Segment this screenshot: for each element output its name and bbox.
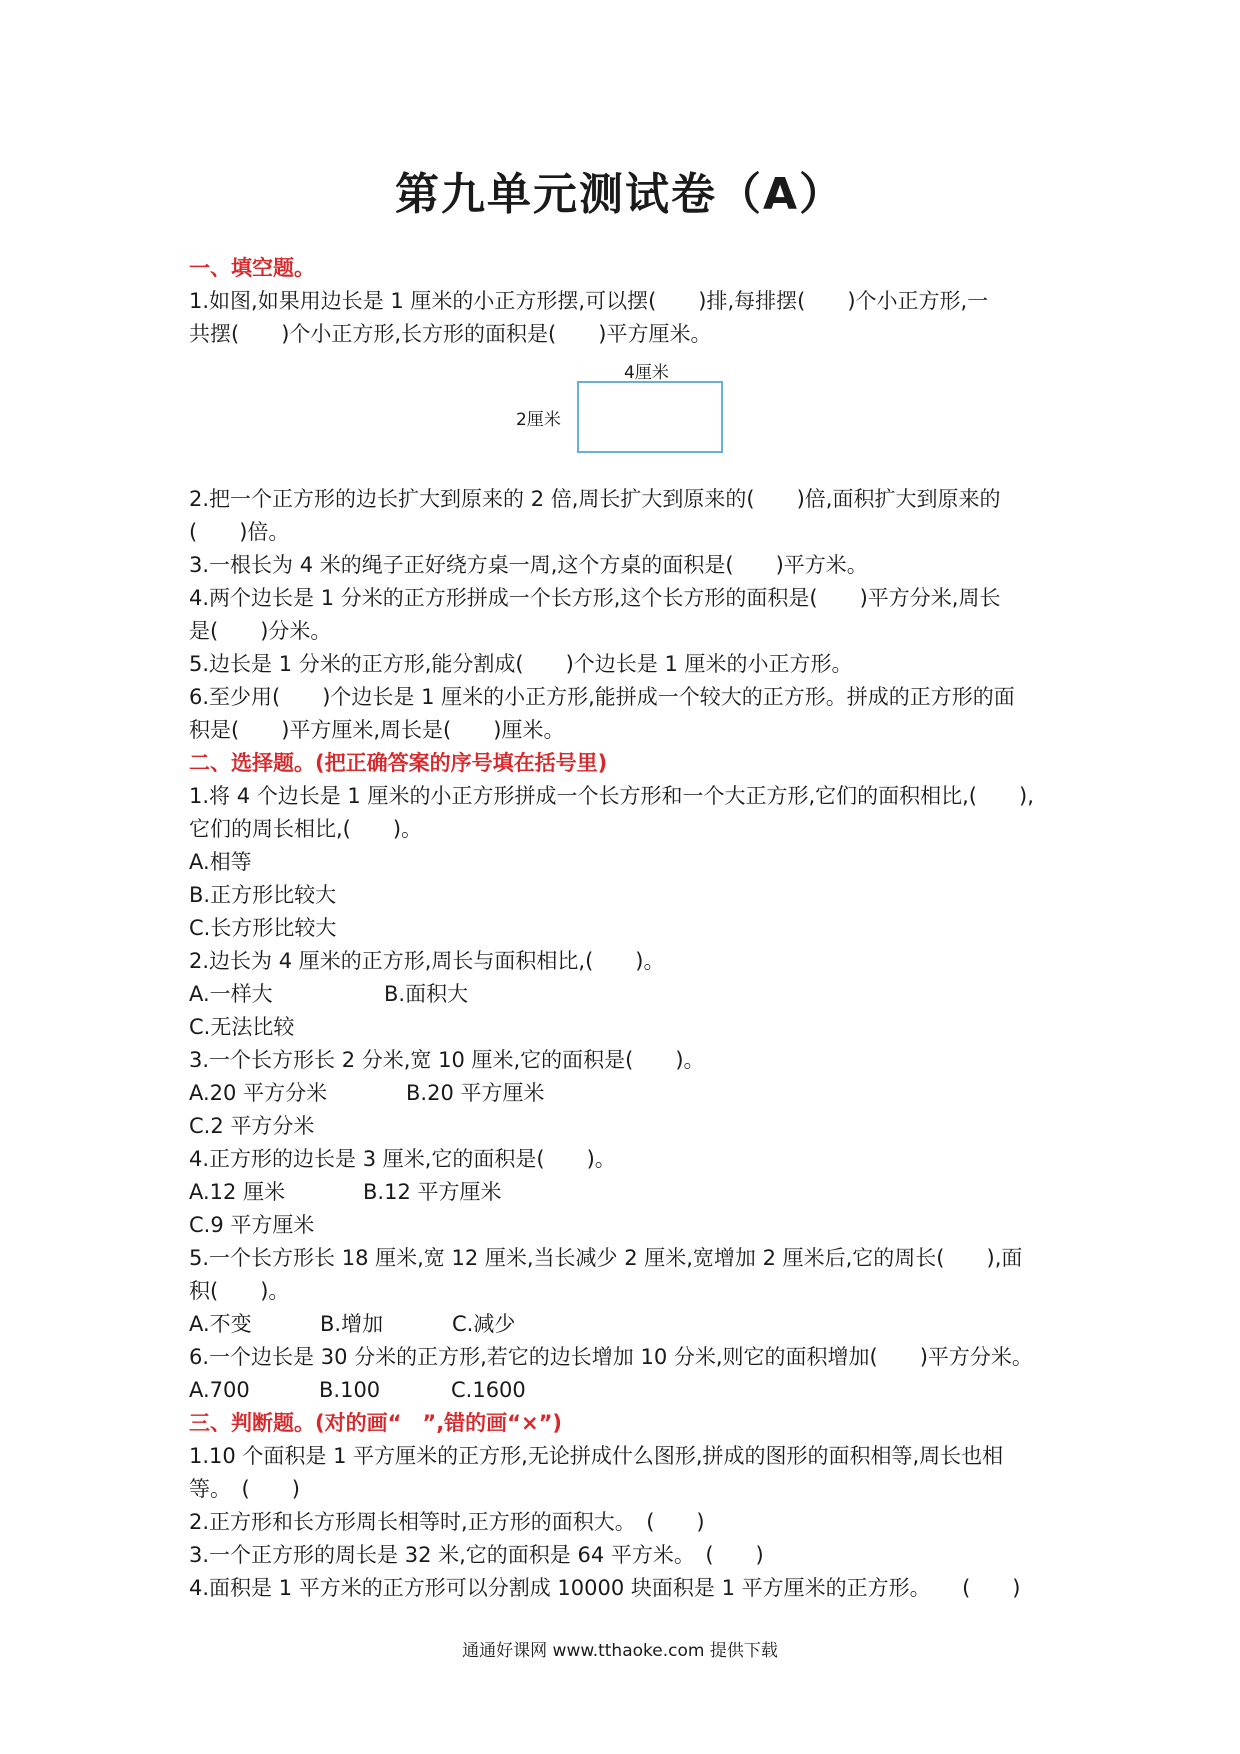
fill-q6-line2: 积是( )平方厘米,周长是( )厘米。: [189, 718, 565, 742]
section-fill-blank-header: 一、填空题。: [189, 256, 315, 280]
choice-q6-options-row: [189, 1374, 1069, 1407]
choice-q4-options-row: [189, 1176, 1069, 1209]
figure-rectangle: [577, 381, 723, 453]
choice-q6-text: 6.一个边长是 30 分米的正方形,若它的边长增加 10 分米,则它的面积增加( )平方分米。: [189, 1345, 1033, 1369]
choice-q2-option-a: A.一样大: [189, 982, 273, 1006]
choice-q5-option-b: B.增加: [320, 1312, 384, 1336]
choice-q3-options-row: [189, 1077, 1069, 1110]
choice-q1-line1: 1.将 4 个边长是 1 厘米的小正方形拼成一个长方形和一个大正方形,它们的面积相比,( ),: [189, 784, 1034, 808]
fill-q4-line1: 4.两个边长是 1 分米的正方形拼成一个长方形,这个长方形的面积是( )平方分米,周长: [189, 586, 1001, 610]
choice-q5-option-a: A.不变: [189, 1312, 252, 1336]
rectangle-figure: [189, 351, 1069, 483]
section-judge-header: 三、判断题。(对的画“ ”,错的画“×”): [189, 1411, 562, 1435]
choice-q4-text: 4.正方形的边长是 3 厘米,它的面积是( )。: [189, 1147, 616, 1171]
choice-q3-option-c: C.2 平方分米: [189, 1114, 315, 1138]
choice-q4-option-c: C.9 平方厘米: [189, 1213, 315, 1237]
choice-q1-option-c: C.长方形比较大: [189, 916, 337, 940]
fill-q5-line1: 5.边长是 1 分米的正方形,能分割成( )个边长是 1 厘米的小正方形。: [189, 652, 853, 676]
choice-q2-option-b: B.面积大: [384, 982, 469, 1006]
choice-q3-text: 3.一个长方形长 2 分米,宽 10 厘米,它的面积是( )。: [189, 1048, 705, 1072]
judge-q3: 3.一个正方形的周长是 32 米,它的面积是 64 平方米。 ( ): [189, 1543, 764, 1567]
choice-q2-text: 2.边长为 4 厘米的正方形,周长与面积相比,( )。: [189, 949, 665, 973]
fill-q6-line1: 6.至少用( )个边长是 1 厘米的小正方形,能拼成一个较大的正方形。拼成的正方形的面: [189, 685, 1015, 709]
fill-q2-line1: 2.把一个正方形的边长扩大到原来的 2 倍,周长扩大到原来的( )倍,面积扩大到原来的: [189, 487, 1001, 511]
fill-q4-line2: 是( )分米。: [189, 619, 332, 643]
figure-width-label: 4厘米: [624, 363, 669, 383]
choice-q1-option-a: A.相等: [189, 850, 252, 874]
fill-q2-line2: ( )倍。: [189, 520, 290, 544]
judge-q1-line2: 等。 ( ): [189, 1477, 300, 1501]
choice-q5-options-row: [189, 1308, 1069, 1341]
choice-q3-option-a: A.20 平方分米: [189, 1081, 328, 1105]
page-footer: 通通好课网 www.tthaoke.com 提供下载: [462, 1641, 778, 1661]
choice-q1-option-b: B.正方形比较大: [189, 883, 337, 907]
choice-q6-option-b: B.100: [319, 1378, 381, 1402]
page-title: 第九单元测试卷（A）: [394, 169, 846, 220]
figure-height-label: 2厘米: [516, 410, 561, 430]
choice-q4-option-b: B.12 平方厘米: [363, 1180, 502, 1204]
choice-q1-line2: 它们的周长相比,( )。: [189, 817, 423, 841]
choice-q5-line1: 5.一个长方形长 18 厘米,宽 12 厘米,当长减少 2 厘米,宽增加 2 厘米后,它的周长( ),面: [189, 1246, 1023, 1270]
judge-q4: 4.面积是 1 平方米的正方形可以分割成 10000 块面积是 1 平方厘米的正方形。 ( ): [189, 1576, 1021, 1600]
fill-q1-line2: 共摆( )个小正方形,长方形的面积是( )平方厘米。: [189, 322, 712, 346]
choice-q6-option-a: A.700: [189, 1378, 250, 1402]
choice-q2-option-c: C.无法比较: [189, 1015, 295, 1039]
choice-q3-option-b: B.20 平方厘米: [406, 1081, 545, 1105]
judge-q2: 2.正方形和长方形周长相等时,正方形的面积大。 ( ): [189, 1510, 705, 1534]
choice-q4-option-a: A.12 厘米: [189, 1180, 286, 1204]
choice-q5-option-c: C.减少: [452, 1312, 516, 1336]
fill-q3-line1: 3.一根长为 4 米的绳子正好绕方桌一周,这个方桌的面积是( )平方米。: [189, 553, 868, 577]
choice-q6-option-c: C.1600: [451, 1378, 526, 1402]
judge-q1-line1: 1.10 个面积是 1 平方厘米的正方形,无论拼成什么图形,拼成的图形的面积相等,周长也相: [189, 1444, 1004, 1468]
choice-q5-line2: 积( )。: [189, 1279, 290, 1303]
exam-content: [189, 252, 1069, 1605]
fill-q1-line1: 1.如图,如果用边长是 1 厘米的小正方形摆,可以摆( )排,每排摆( )个小正方形,一: [189, 289, 989, 313]
choice-q2-options-row: [189, 978, 1069, 1011]
section-choice-header: 二、选择题。(把正确答案的序号填在括号里): [189, 751, 608, 775]
